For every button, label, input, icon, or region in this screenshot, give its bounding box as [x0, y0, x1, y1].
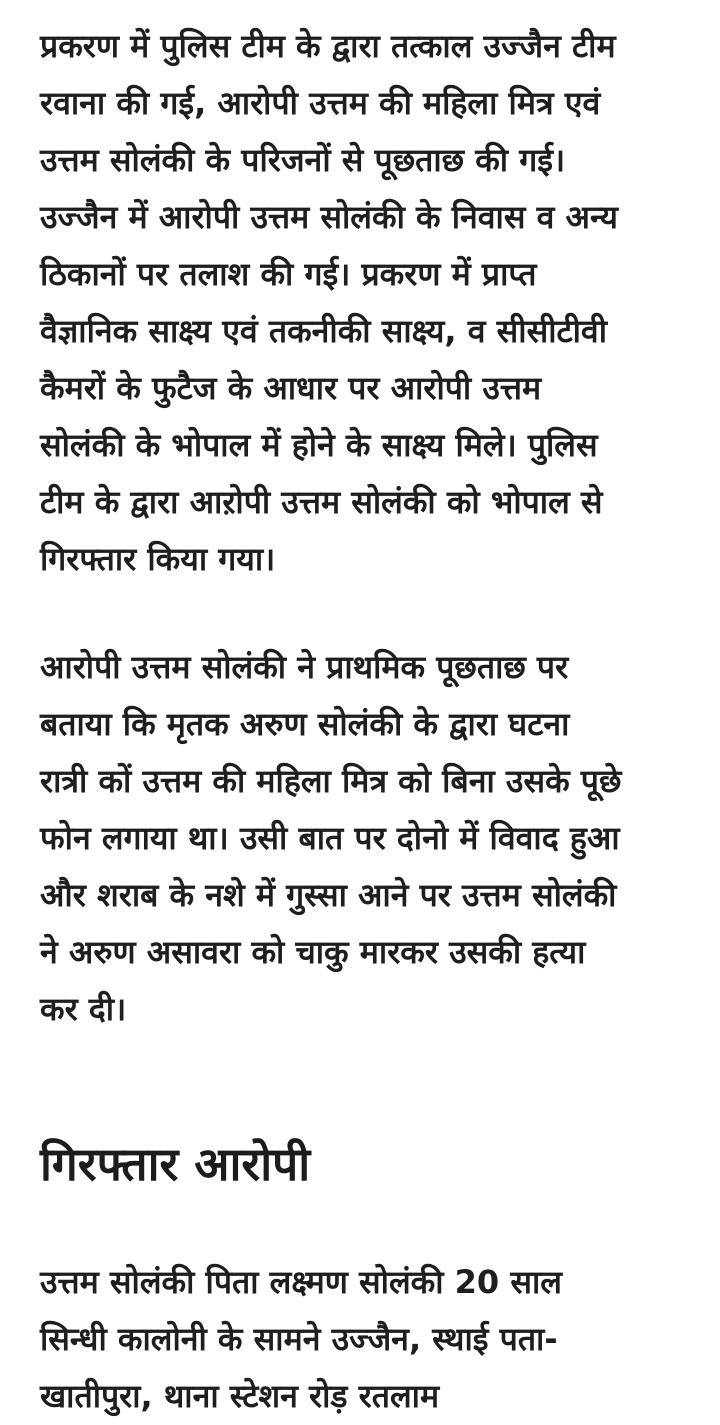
- paragraph-line: कर दी।: [40, 990, 127, 1028]
- paragraph-line: उत्तम सोलंकी पिता लक्ष्मण सोलंकी 20 साल: [40, 1263, 562, 1301]
- paragraph-line: और शराब के नशे में गुस्सा आने पर उत्तम सोलंकी: [40, 876, 617, 914]
- paragraph-line: सोलंकी के भोपाल में होने के साक्ष्य मिले। पुलिस: [40, 426, 598, 464]
- paragraph-line: रात्री कों उत्तम की महिला मित्र को बिना उसके पूछे: [40, 762, 622, 800]
- paragraph-line: गिरफ्तार किया गया।: [40, 540, 276, 578]
- paragraph-line: फोन लगाया था। उसी बात पर दोनो में विवाद हुआ: [40, 819, 620, 857]
- paragraph-line: उज्जैन में आरोपी उत्तम सोलंकी के निवास व अन्य: [40, 198, 618, 236]
- paragraph-line: कैमरों के फुटैज के आधार पर आरोपी उत्तम: [40, 369, 542, 407]
- paragraph-accused-details: [40, 1254, 680, 1425]
- paragraph-line: सिन्धी कालोनी के सामने उज्जैन, स्थाई पता-: [40, 1320, 558, 1358]
- paragraph-line: रवाना की गई, आरोपी उत्तम की महिला मित्र एवं: [40, 84, 601, 122]
- paragraph-line: प्रकरण में पुलिस टीम के द्वारा तत्काल उज्जैन टीम: [40, 27, 616, 65]
- paragraph-line: ने अरुण असावरा को चाकु मारकर उसकी हत्या: [40, 933, 586, 971]
- paragraph-confession: [40, 639, 680, 1038]
- paragraph-line: टीम के द्वारा आऱोपी उत्तम सोलंकी को भोपाल से: [40, 483, 603, 521]
- paragraph-line: ठिकानों पर तलाश की गई। प्रकरण में प्राप्त: [40, 255, 537, 293]
- paragraph-line: बताया कि मृतक अरुण सोलंकी के द्वारा घटना: [40, 705, 570, 743]
- paragraph-line: उत्तम सोलंकी के परिजनों से पूछताछ की गई।: [40, 141, 566, 179]
- paragraph-line: वैज्ञानिक साक्ष्य एवं तकनीकी साक्ष्य, व सीसीटीवी: [40, 312, 608, 350]
- paragraph-investigation: [40, 18, 680, 588]
- paragraph-line: खातीपुरा, थाना स्टेशन रोड़ रतलाम: [40, 1377, 440, 1415]
- paragraph-line: आरोपी उत्तम सोलंकी ने प्राथमिक पूछताछ पर: [40, 648, 569, 686]
- section-heading-arrested-accused: गिरफ्तार आरोपी: [40, 1137, 311, 1191]
